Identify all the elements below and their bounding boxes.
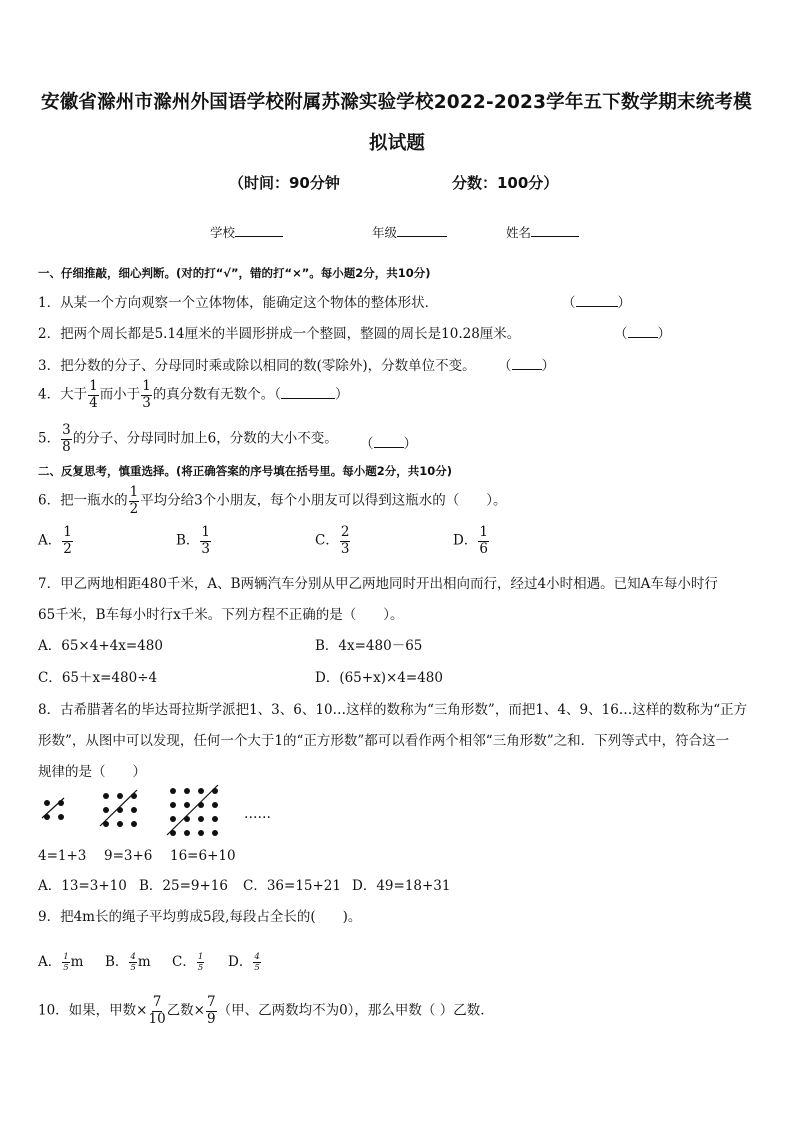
diagonal-line: [170, 788, 220, 838]
fraction-one-third: [141, 380, 152, 410]
q4-text-b: 而小于: [99, 386, 141, 403]
paren-close: ）: [541, 358, 555, 374]
denominator: 3: [142, 394, 151, 411]
numerator: 7: [152, 994, 162, 1010]
question-3: 3．把分数的分子、分母同时乘或除以相同的数(零除外)，分数单位不变。: [38, 358, 476, 374]
paren-close: ）: [657, 326, 671, 342]
numerator: 1: [89, 378, 98, 394]
option-label: B．: [105, 954, 129, 970]
numerator: 1: [479, 524, 488, 540]
option-label: D．: [453, 532, 478, 549]
grade-label: 年级: [372, 225, 398, 240]
unit: m: [70, 954, 84, 970]
option-label: B．: [176, 532, 200, 549]
option-fraction: [478, 526, 489, 556]
name-field[interactable]: [506, 223, 579, 241]
exam-time: （时间：90分钟: [229, 174, 340, 192]
denominator: 6: [479, 540, 488, 557]
numerator: 1: [197, 951, 204, 962]
answer-blank[interactable]: [374, 435, 404, 448]
q7-option-c[interactable]: C．65＋x=480÷4: [38, 670, 158, 686]
q8-option-b[interactable]: B．25=9+16: [139, 878, 228, 894]
option-label: C．: [172, 954, 196, 970]
numerator: 2: [340, 524, 350, 540]
q10-text-a: 10．如果，甲数×: [38, 1002, 148, 1019]
option-fraction: [62, 526, 73, 556]
exam-score: 分数：100分）: [452, 174, 559, 192]
answer-blank[interactable]: [281, 386, 335, 399]
question-1: 1．从某一个方向观察一个立体物体，能确定这个物体的整体形状．: [38, 295, 439, 311]
option-fraction: [200, 526, 211, 556]
section2-heading: 二、反复思考，慎重选择。(将正确答案的序号填在括号里。每小题2分，共10分): [38, 464, 453, 478]
denominator: 5: [63, 963, 69, 973]
denominator: 8: [62, 438, 71, 455]
question-3-answer[interactable]: [498, 354, 555, 374]
fraction-seven-tenths: [149, 996, 166, 1026]
question-8-line2: 形数”，从图中可以发现，任何一个大于1的“正方形数”都可以看作两个相邻“三角形数”之和．下列等式中，符合这一: [38, 733, 730, 749]
numerator: 4: [254, 951, 260, 962]
question-7-line2: 65千米，B车每小时行x千米。下列方程不正确的是（ ）。: [38, 607, 404, 623]
denominator: 5: [130, 963, 136, 973]
q9-option-a[interactable]: [38, 950, 83, 973]
page-title-line2: 拟试题: [369, 133, 426, 154]
q6-option-c[interactable]: [315, 526, 351, 556]
q9-option-c[interactable]: [172, 950, 205, 973]
answer-blank[interactable]: [512, 357, 542, 370]
fraction-one-half: [129, 486, 140, 516]
option-label: C．: [315, 532, 339, 549]
question-2-answer[interactable]: [614, 322, 671, 342]
question-8-line3: 规律的是（ ）: [38, 764, 146, 780]
name-blank[interactable]: [531, 224, 579, 237]
option-fraction: [129, 953, 136, 973]
q8-option-c[interactable]: C．36=15+21: [243, 878, 341, 894]
question-1-answer[interactable]: [562, 291, 631, 311]
q8-option-a[interactable]: A．13=3+10: [38, 878, 127, 894]
numerator: 1: [63, 524, 72, 540]
denominator: 10: [148, 1010, 166, 1027]
denominator: 3: [340, 540, 350, 557]
paren-open: （: [498, 358, 512, 374]
q6-text-a: 6．把一瓶水的: [38, 492, 128, 509]
square-number-figure-4x4: [170, 788, 220, 838]
paren-close: ）: [403, 436, 417, 452]
q10-text-c: （甲、乙两数均不为0），那么甲数（ ）乙数．: [217, 1002, 494, 1019]
option-fraction: [62, 953, 69, 973]
answer-blank[interactable]: [628, 325, 658, 338]
denominator: 9: [207, 1010, 216, 1027]
paren-open: （: [562, 295, 576, 311]
figure-label-3: 16=6+10: [170, 848, 236, 864]
figure-label-2: 9=3+6: [104, 848, 153, 864]
fraction-seven-ninths: [206, 996, 217, 1026]
grade-field[interactable]: [372, 223, 447, 241]
q7-option-b[interactable]: B．4x=480－65: [315, 638, 423, 654]
numerator: 7: [207, 994, 216, 1010]
paren-close: ）: [335, 386, 349, 403]
name-label: 姓名: [506, 225, 532, 240]
paren-close: ）: [617, 295, 631, 311]
q8-option-d[interactable]: D．49=18+31: [352, 878, 451, 894]
option-label: A．: [38, 954, 62, 970]
school-field[interactable]: [210, 223, 283, 241]
numerator: 1: [201, 524, 211, 540]
option-label: D．: [228, 954, 253, 970]
denominator: 3: [201, 540, 211, 557]
section1-heading: 一、仔细推敲，细心判断。(对的打“√”，错的打“×”。每小题2分，共10分): [38, 266, 431, 280]
q6-text-b: 平均分给3个小朋友，每个小朋友可以得到这瓶水的（ ）。: [140, 492, 507, 509]
option-fraction: [340, 526, 351, 556]
numerator: 1: [63, 951, 69, 962]
question-6: [38, 486, 507, 516]
denominator: 5: [197, 963, 204, 973]
option-fraction: [253, 953, 260, 973]
q5-text-a: 5．: [38, 430, 61, 447]
square-number-figure-2x2: [44, 800, 70, 826]
q6-option-b[interactable]: [176, 526, 212, 556]
numerator: 1: [142, 378, 151, 394]
question-8-line1: 8．古希腊著名的毕达哥拉斯学派把1、3、6、10…这样的数称为“三角形数”，而把1、4、9、16…这样的数称为“正方: [38, 702, 748, 718]
school-blank[interactable]: [235, 224, 283, 237]
numerator: 4: [130, 951, 136, 962]
question-4: [38, 380, 349, 410]
figure-ellipsis: ……: [244, 806, 271, 822]
fraction-one-fourth: [88, 380, 99, 410]
q10-text-b: 乙数×: [166, 1002, 205, 1019]
figure-label-1: 4=1+3: [38, 848, 87, 864]
diagonal-line: [44, 800, 70, 826]
q4-text-a: 4．大于: [38, 386, 88, 403]
paren-open: （: [614, 326, 628, 342]
q9-option-d[interactable]: [228, 950, 262, 973]
numerator: 1: [129, 484, 139, 500]
paren-open: （: [360, 436, 374, 452]
page-title-line1: 安徽省滁州市滁州外国语学校附属苏滁实验学校2022-2023学年五下数学期末统考模: [41, 92, 752, 113]
diagonal-line: [103, 793, 143, 833]
fraction-three-eighths: [61, 424, 72, 454]
school-label: 学校: [210, 225, 236, 240]
question-2: 2．把两个周长都是5.14厘米的半圆形拼成一个整圆，整圆的周长是10.28厘米。: [38, 326, 521, 342]
q5-text-b: 的分子、分母同时加上6，分数的大小不变。: [72, 430, 338, 447]
grade-blank[interactable]: [397, 224, 447, 237]
q4-text-c: 的真分数有无数个。: [152, 386, 275, 403]
option-fraction: [197, 953, 204, 973]
q6-option-a[interactable]: [38, 526, 74, 556]
denominator: 4: [89, 394, 98, 411]
denominator: 2: [63, 540, 72, 557]
q9-option-b[interactable]: [105, 950, 151, 973]
paren-open: （: [274, 386, 282, 403]
denominator: 5: [254, 963, 260, 973]
q7-option-a[interactable]: A．65×4+4x=480: [38, 638, 163, 654]
answer-blank[interactable]: [576, 294, 618, 307]
numerator: 3: [62, 422, 71, 438]
question-10: [38, 996, 494, 1026]
unit: m: [137, 954, 151, 970]
question-7-line1: 7．甲乙两地相距480千米，A、B两辆汽车分别从甲乙两地同时开出相向而行，经过4小时相遇。已知A车每小时行: [38, 576, 718, 592]
question-9: 9．把4m长的绳子平均剪成5段,每段占全长的( )。: [38, 909, 362, 925]
question-5: [38, 424, 338, 454]
denominator: 2: [129, 500, 139, 517]
square-number-figure-3x3: [103, 793, 143, 833]
q6-option-d[interactable]: [453, 526, 490, 556]
option-label: A．: [38, 532, 62, 549]
question-5-answer[interactable]: [360, 432, 417, 452]
q7-option-d[interactable]: D．(65+x)×4=480: [315, 670, 443, 686]
